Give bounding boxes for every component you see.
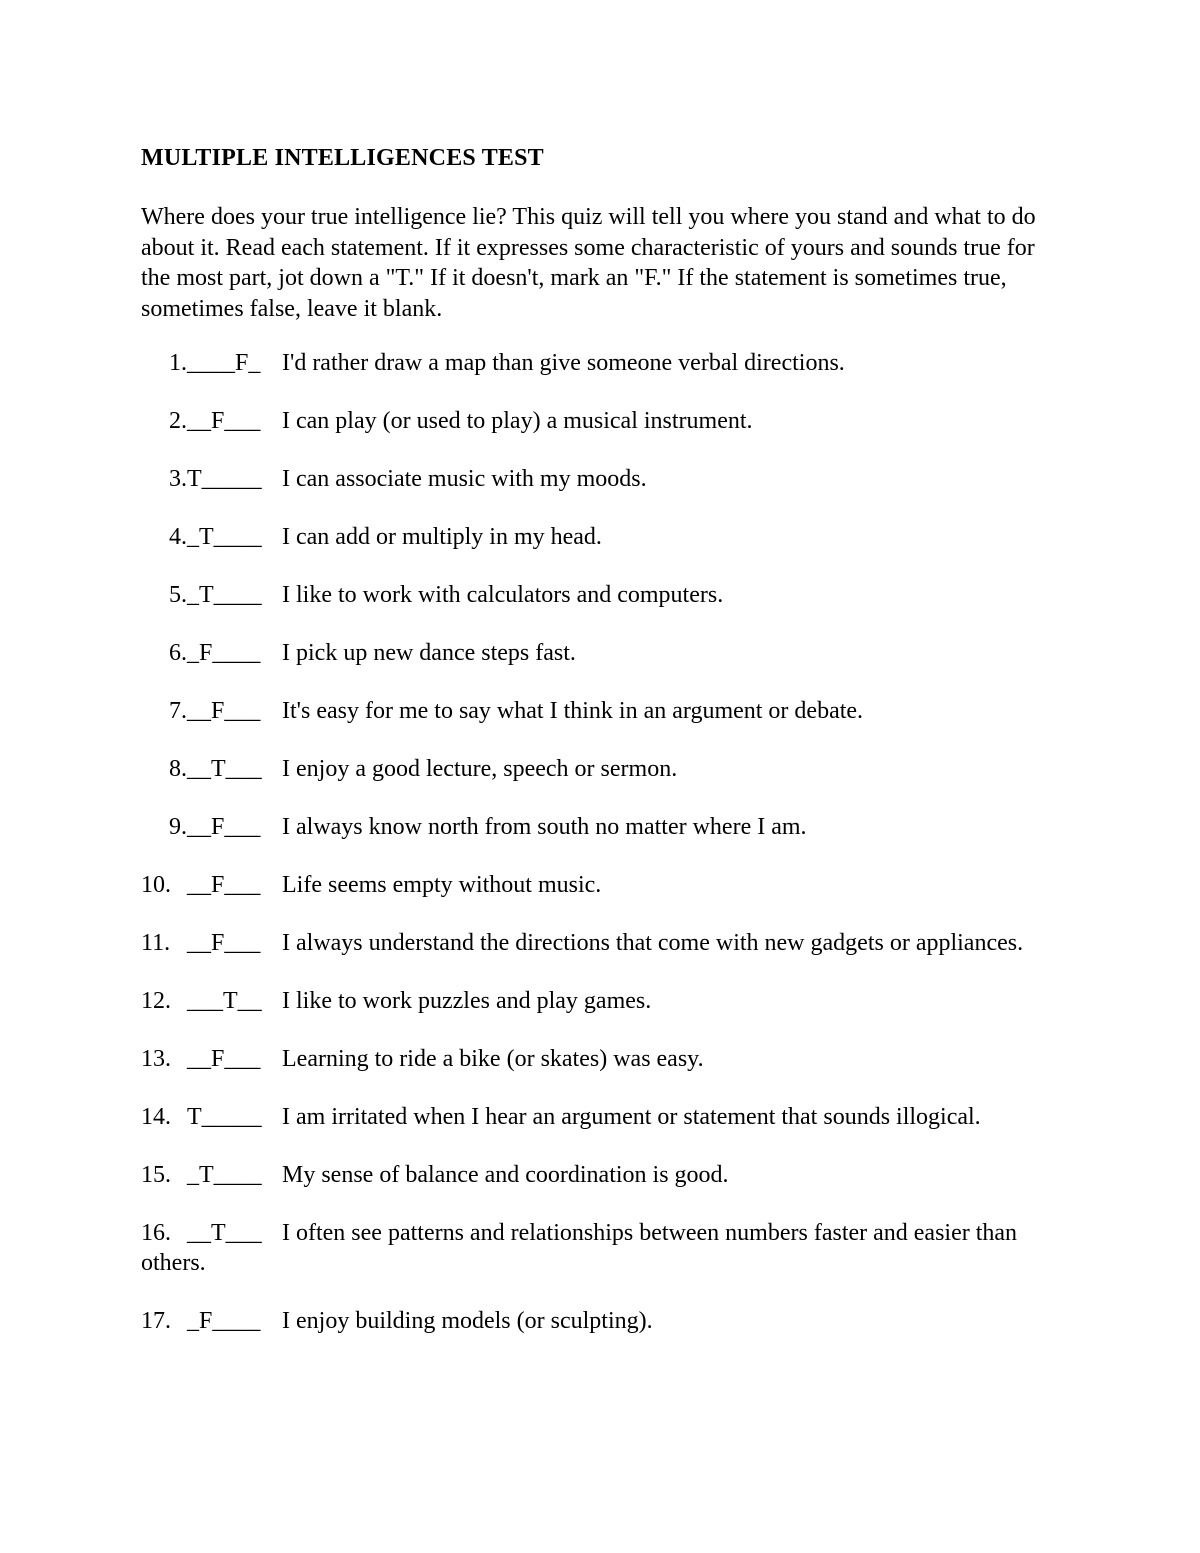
item-statement: I enjoy a good lecture, speech or sermon. <box>282 756 678 782</box>
item-number: 10. <box>141 872 171 898</box>
item-answer: _F____ <box>187 640 261 666</box>
list-item <box>141 871 1061 901</box>
list-item <box>141 987 1061 1017</box>
item-statement: I always understand the directions that come with new gadgets or appliances. <box>282 930 1024 956</box>
item-statement: I often see patterns and relationships between numbers faster and easier than others. <box>141 1220 1018 1276</box>
item-answer: __F___ <box>187 814 261 840</box>
statement-list <box>141 349 1061 1336</box>
item-answer: _F____ <box>187 1307 261 1334</box>
item-answer: __F___ <box>187 930 261 956</box>
list-item <box>141 1219 1061 1278</box>
list-item <box>141 755 1061 785</box>
item-number: 15. <box>141 1162 171 1188</box>
item-statement: Learning to ride a bike (or skates) was easy. <box>282 1046 704 1072</box>
item-answer: ____F_ <box>187 350 261 376</box>
item-answer: __F___ <box>187 1046 261 1072</box>
list-item <box>141 349 1061 379</box>
list-item <box>141 929 1061 959</box>
list-item <box>141 813 1061 843</box>
list-item <box>141 407 1061 437</box>
item-number: 3. <box>169 466 187 492</box>
item-statement: I like to work puzzles and play games. <box>282 988 652 1014</box>
item-number: 17. <box>141 1307 171 1334</box>
item-number: 1. <box>169 350 187 376</box>
item-statement: I can add or multiply in my head. <box>282 524 602 550</box>
item-number: 4. <box>169 524 187 550</box>
item-answer: _T____ <box>187 1162 262 1188</box>
item-answer: ___T__ <box>187 988 262 1014</box>
item-statement: I can associate music with my moods. <box>282 466 647 492</box>
item-answer: T_____ <box>187 466 262 492</box>
item-answer: T_____ <box>187 1104 262 1130</box>
item-number: 12. <box>141 988 171 1014</box>
document-page <box>141 142 1061 1365</box>
list-item <box>141 1307 1061 1337</box>
item-answer: __T___ <box>187 756 262 782</box>
item-statement: I'd rather draw a map than give someone verbal directions. <box>282 350 845 376</box>
item-number: 2. <box>169 408 187 434</box>
list-item <box>141 465 1061 495</box>
page-title: MULTIPLE INTELLIGENCES TEST <box>141 145 544 171</box>
item-number: 9. <box>169 814 187 840</box>
item-answer: __F___ <box>187 698 261 724</box>
item-answer: _T____ <box>187 524 262 550</box>
item-statement: I like to work with calculators and computers. <box>282 582 724 608</box>
item-statement: I always know north from south no matter where I am. <box>282 814 807 840</box>
list-item <box>141 1045 1061 1075</box>
item-number: 11. <box>141 930 171 956</box>
item-statement: I am irritated when I hear an argument or statement that sounds illogical. <box>282 1104 981 1130</box>
item-answer: __T___ <box>187 1220 262 1246</box>
item-number: 5. <box>169 582 187 608</box>
item-answer: __F___ <box>187 872 261 898</box>
item-answer: __F___ <box>187 408 261 434</box>
list-item <box>141 639 1061 669</box>
item-answer: _T____ <box>187 582 262 608</box>
list-item <box>141 581 1061 611</box>
item-statement: Life seems empty without music. <box>282 872 602 898</box>
list-item <box>141 697 1061 727</box>
item-number: 14. <box>141 1104 171 1130</box>
list-item <box>141 1161 1061 1191</box>
item-statement: I pick up new dance steps fast. <box>282 640 576 666</box>
list-item <box>141 523 1061 553</box>
item-number: 13. <box>141 1046 171 1072</box>
item-number: 6. <box>169 640 187 666</box>
intro-paragraph: Where does your true intelligence lie? This quiz will tell you where you stand and what to do about it. Read each statement. If it expresses some characteristic of yours and sounds true for the most part, jot down a "T." If it doesn't, mark an "F." If the statement is sometimes true, sometimes false, leave it blank. <box>141 204 1036 322</box>
item-statement: It's easy for me to say what I think in an argument or debate. <box>282 698 864 724</box>
item-number: 8. <box>169 756 187 782</box>
item-statement: My sense of balance and coordination is good. <box>282 1162 729 1188</box>
item-number: 7. <box>169 698 187 724</box>
item-statement: I enjoy building models (or sculpting). <box>282 1307 653 1334</box>
item-statement: I can play (or used to play) a musical instrument. <box>282 408 753 434</box>
list-item <box>141 1103 1061 1133</box>
item-number: 16. <box>141 1220 171 1246</box>
